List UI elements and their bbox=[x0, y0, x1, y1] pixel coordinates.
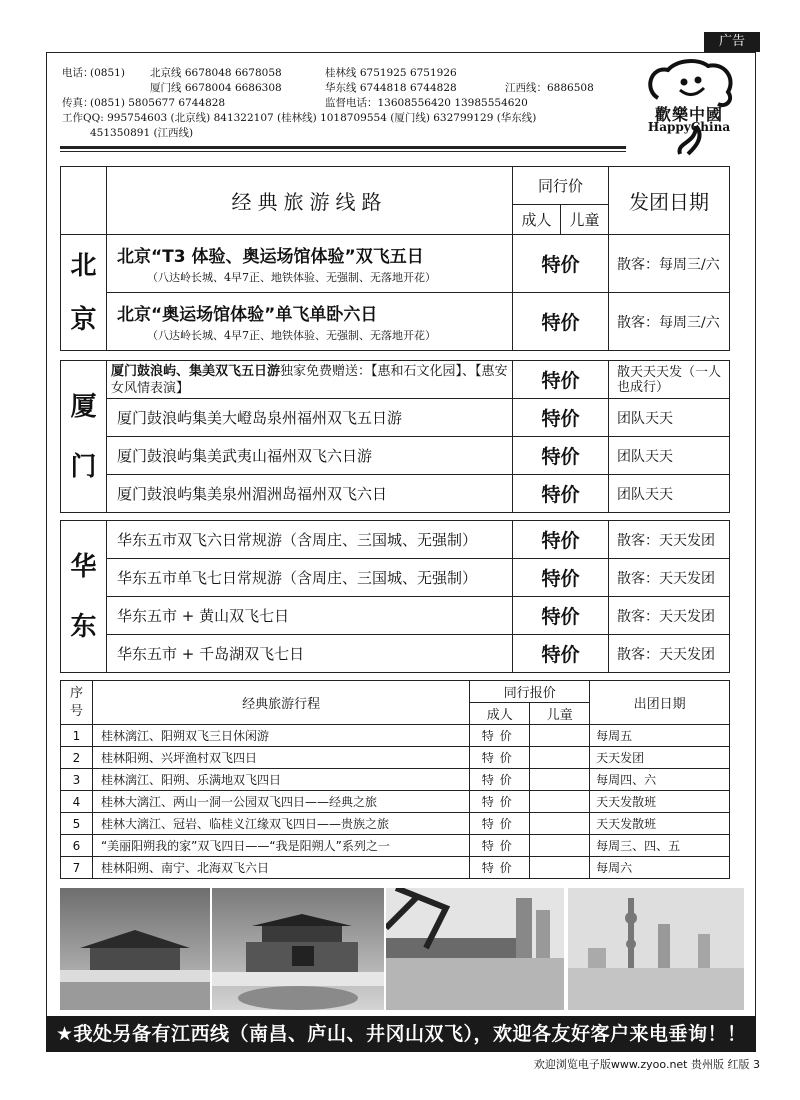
header-child: 儿童 bbox=[530, 703, 590, 725]
tel-beijing: 北京线 6678048 6678058 bbox=[150, 67, 282, 79]
logo-english: HappyChina bbox=[647, 120, 731, 134]
guilin-table bbox=[60, 680, 730, 879]
header-number: 序 号 bbox=[61, 681, 93, 725]
route-row: 华东五市单飞七日常规游（含周庄、三国城、无强制） bbox=[107, 559, 513, 597]
header-adult: 成人 bbox=[470, 703, 530, 725]
price-cell: 特价 bbox=[513, 475, 609, 513]
header-itinerary: 经典旅游行程 bbox=[92, 681, 469, 725]
table-row: 7 桂林阳朔、南宁、北海双飞六日 特价 每周六 bbox=[61, 857, 730, 879]
tel-jiangxi: 江西线：6886508 bbox=[505, 82, 594, 94]
route-row: 北京“奥运场馆体验”单飞单卧六日 （八达岭长城、4早7正、地铁体验、无强制、无落地开花） bbox=[107, 293, 513, 351]
table-row: 5 桂林大漓江、冠岩、临桂义江缘双飞四日——贵族之旅 特价 天天发散班 bbox=[61, 813, 730, 835]
region-huadong: 华 东 bbox=[61, 521, 107, 673]
departure-cell: 团队天天 bbox=[609, 399, 730, 437]
price-cell: 特价 bbox=[513, 361, 609, 399]
palace-photo bbox=[60, 888, 210, 1010]
route-row: 厦门鼓浪屿集美武夷山福州双飞六日游 bbox=[107, 437, 513, 475]
jiangxi-banner: ★我处另备有江西线（南昌、庐山、井冈山双飞），欢迎各友好客户来电垂询！！ bbox=[46, 1016, 756, 1052]
header-departure: 出团日期 bbox=[590, 681, 730, 725]
header-adult: 成人 bbox=[513, 205, 561, 235]
table-row: 1 桂林漓江、阳朔双飞三日休闲游 特价 每周五 bbox=[61, 725, 730, 747]
shanghai-photo bbox=[568, 888, 744, 1010]
departure-cell: 团队天天 bbox=[609, 475, 730, 513]
contact-block bbox=[62, 66, 632, 141]
route-row: 华东五市双飞六日常规游（含周庄、三国城、无强制） bbox=[107, 521, 513, 559]
price-cell: 特价 bbox=[513, 293, 609, 351]
route-row: 北京“T3 体验、奥运场馆体验”双飞五日 （八达岭长城、4早7正、地铁体验、无强制、无落地开花） bbox=[107, 235, 513, 293]
logo-chinese: 歡樂中國 bbox=[654, 105, 723, 124]
departure-cell: 散客：天天发团 bbox=[609, 597, 730, 635]
price-cell: 特价 bbox=[513, 597, 609, 635]
region-xiamen: 厦 门 bbox=[61, 361, 107, 513]
table-row: 4 桂林大漓江、两山一洞一公园双飞四日——经典之旅 特价 天天发散班 bbox=[61, 791, 730, 813]
price-cell: 特价 bbox=[513, 399, 609, 437]
table-row: 6 “美丽阳朔我的家”双飞四日——“我是阳朔人”系列之一 特价 每周三、四、五 bbox=[61, 835, 730, 857]
route-row: 厦门鼓浪屿集美大嶝岛泉州福州双飞五日游 bbox=[107, 399, 513, 437]
xiamen-table bbox=[60, 360, 730, 513]
tiananmen-photo bbox=[212, 888, 384, 1010]
header-price: 同行报价 bbox=[470, 681, 590, 703]
route-row: 厦门鼓浪屿集美泉州湄洲岛福州双飞六日 bbox=[107, 475, 513, 513]
ad-tag: 广告 bbox=[704, 32, 760, 52]
tel-xiamen: 厦门线 6678004 6686308 bbox=[150, 82, 282, 94]
departure-cell: 散天天天发（一人也成行） bbox=[609, 361, 730, 399]
qq-line-1: 工作QQ: 995754603 (北京线) 841322107 (桂林线) 1018709554 (厦门线) 632799129 (华东线) bbox=[62, 112, 537, 124]
page-footer: 欢迎浏览电子版www.zyoo.net 贵州版 红版 3 bbox=[533, 1058, 760, 1071]
price-cell: 特价 bbox=[513, 559, 609, 597]
departure-cell: 散客：天天发团 bbox=[609, 559, 730, 597]
table-row: 3 桂林漓江、阳朔、乐满地双飞四日 特价 每周四、六 bbox=[61, 769, 730, 791]
header-child: 儿童 bbox=[561, 205, 609, 235]
header-rule bbox=[60, 146, 626, 149]
table-row: 2 桂林阳朔、兴坪渔村双飞四日 特价 天天发团 bbox=[61, 747, 730, 769]
monitor-phone: 监督电话：13608556420 13985554620 bbox=[325, 97, 528, 109]
city-river-photo bbox=[386, 888, 564, 1010]
fax-label: 传真： bbox=[62, 97, 94, 109]
route-row: 华东五市 + 千岛湖双飞七日 bbox=[107, 635, 513, 673]
departure-cell: 团队天天 bbox=[609, 437, 730, 475]
region-beijing: 北 京 bbox=[61, 235, 107, 351]
departure-cell: 散客：天天发团 bbox=[609, 521, 730, 559]
departure-cell: 散客：天天发团 bbox=[609, 635, 730, 673]
fax-number: (0851) 5805677 6744828 bbox=[90, 97, 226, 109]
huadong-table bbox=[60, 520, 730, 673]
header-departure: 发团日期 bbox=[609, 167, 730, 235]
price-cell: 特价 bbox=[513, 437, 609, 475]
qq-line-2: 451350891 (江西线) bbox=[90, 127, 194, 139]
tel-code: (0851) bbox=[90, 67, 125, 79]
departure-cell: 散客：每周三/六 bbox=[609, 293, 730, 351]
tel-label: 电话： bbox=[62, 67, 94, 79]
beijing-table bbox=[60, 166, 730, 351]
tel-huadong: 华东线 6744818 6744828 bbox=[325, 82, 457, 94]
route-row: 华东五市 + 黄山双飞七日 bbox=[107, 597, 513, 635]
price-cell: 特价 bbox=[513, 635, 609, 673]
route-row: 厦门鼓浪屿、集美双飞五日游独家免费赠送：【惠和石文化园】、【惠安女风情表演】 bbox=[107, 361, 513, 399]
header-price: 同行价 bbox=[513, 167, 609, 205]
departure-cell: 散客：每周三/六 bbox=[609, 235, 730, 293]
header-rule-thin bbox=[60, 151, 626, 152]
header-title: 经典旅游线路 bbox=[107, 167, 513, 235]
photo-strip bbox=[60, 888, 566, 1010]
price-cell: 特价 bbox=[513, 235, 609, 293]
price-cell: 特价 bbox=[513, 521, 609, 559]
tel-guilin: 桂林线 6751925 6751926 bbox=[325, 67, 457, 79]
